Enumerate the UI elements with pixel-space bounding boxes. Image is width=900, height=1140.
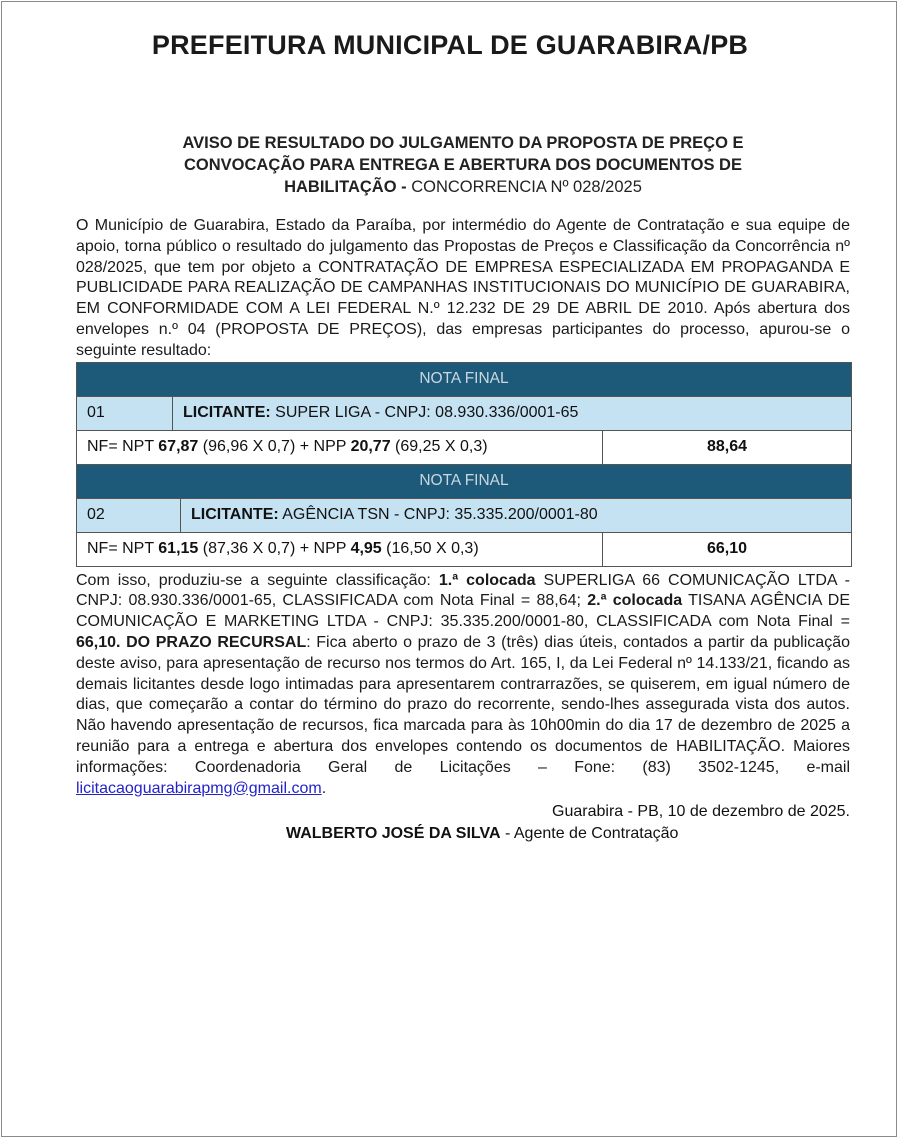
bidder-label: LICITANTE: [191,506,279,524]
bidder-info [181,498,852,532]
intro-paragraph: O Município de Guarabira, Estado da Paraíba, por intermédio do Agente de Contratação e sua equipe de apoio, torna público o resultado do julgamento das Propostas de Preços e Classificação da Concorrência nº 028/2025, que tem por objeto a CONTRATAÇÃO DE EMPRESA ESPECIALIZADA EM PROPAGANDA E PUBLICIDADE PARA REALIZAÇÃO DE CAMPANHAS INSTITUCIONAIS DO MUNICÍPIO DE GUARABIRA, EM CONFORMIDADE COM A LEI FEDERAL N.º 12.232 DE 29 DE ABRIL DE 2010. Após abertura dos envelopes n.º 04 (PROPOSTA DE PREÇOS), das empresas participantes do processo, apurou-se o seguinte resultado: [76,217,850,359]
final-score: 88,64 [603,430,852,464]
score-formula [77,430,603,464]
formula-prefix: NF= NPT [87,540,159,558]
npp-calc: (16,50 X 0,3) [381,540,479,558]
bidder-row-1 [77,396,852,430]
page-title: PREFEITURA MUNICIPAL DE GUARABIRA/PB [151,30,749,60]
score-formula [77,532,603,566]
second-place-label: 2.ª colocada [587,592,683,610]
email-link[interactable]: licitacaoguarabirapmg@gmail.com [76,779,322,797]
npp-calc: (69,25 X 0,3) [390,438,488,456]
bidder-number: 01 [77,396,173,430]
bidder-value: SUPER LIGA - CNPJ: 08.930.336/0001-65 [275,404,579,422]
first-place-label: 1.ª colocada [438,571,536,589]
results-table-2 [76,464,852,567]
signature-line [286,823,850,845]
notice-title [76,132,850,198]
npt-calc: (96,96 X 0,7) + NPP [198,438,351,456]
bidder-info [173,396,852,430]
nota-final-header-1: NOTA FINAL [77,362,852,396]
notice-title-bold: HABILITAÇÃO - [284,178,412,196]
nota-final-header-2: NOTA FINAL [77,464,852,498]
signatory-role: - Agente de Contratação [500,825,679,843]
score-row-1 [77,430,852,464]
bidder-number: 02 [77,498,181,532]
bidder-row-2 [77,498,852,532]
npt-value: 67,87 [158,438,199,456]
second-score-and-deadline-heading: 66,10. DO PRAZO RECURSAL [76,633,307,651]
bidder-value: AGÊNCIA TSN - CNPJ: 35.335.200/0001-80 [282,506,598,524]
notice-title-line-2: CONVOCAÇÃO PARA ENTREGA E ABERTURA DOS DOCUMENTOS DE [184,156,742,174]
notice-title-number: CONCORRENCIA Nº 028/2025 [411,178,642,196]
notice-body [76,132,850,845]
results-table [76,362,852,465]
signature-date: Guarabira - PB, 10 de dezembro de 2025. [552,803,850,821]
npp-value: 20,77 [350,438,391,456]
notice-title-line-1: AVISO DE RESULTADO DO JULGAMENTO DA PROPOSTA DE PREÇO E [182,134,744,152]
npt-value: 61,15 [158,540,199,558]
npt-calc: (87,36 X 0,7) + NPP [198,540,351,558]
bidder-label: LICITANTE: [183,404,271,422]
npp-value: 4,95 [350,540,382,558]
final-score: 66,10 [603,532,852,566]
notice-title-line-3 [76,176,850,198]
score-row-2 [77,532,852,566]
signatory-name: WALBERTO JOSÉ DA SILVA [286,825,501,843]
classification-paragraph: Com isso, produziu-se a seguinte classificação: 1.ª colocada SUPERLIGA 66 COMUNICAÇÃO LTDA - CNPJ: 08.930.336/0001-65, CLASSIFICADA com Nota Final = 88,64; 2.ª colocada TISANA AGÊNCIA DE COMUNICAÇÃO E MARKETING LTDA - CNPJ: 35.335.200/0001-80, CLASSIFICADA com Nota Final = 66,10. DO PRAZO RECURSAL: Fica aberto o prazo de 3 (três) dias úteis, contados a partir da publicação deste aviso, para apresentação de recurso nos termos do Art. 165, I, da Lei Federal nº 14.133/21, ficando as demais licitantes desde logo intimadas para apresentarem contrarrazões, se quiserem, em igual número de dias, que começarão a contar do término do prazo do recorrente, sendo-lhes assegurada vista dos autos. Não havendo apresentação de recursos, fica marcada para às 10h00min do dia 17 de dezembro de 2025 a reunião para a entrega e abertura dos envelopes contendo os documentos de HABILITAÇÃO. Maiores informações: Coordenadoria Geral de Licitações – Fone: (83) 3502-1245, e-mail licitacaoguarabirapmg@gmail.com. [76,571,850,797]
formula-prefix: NF= NPT [87,438,159,456]
